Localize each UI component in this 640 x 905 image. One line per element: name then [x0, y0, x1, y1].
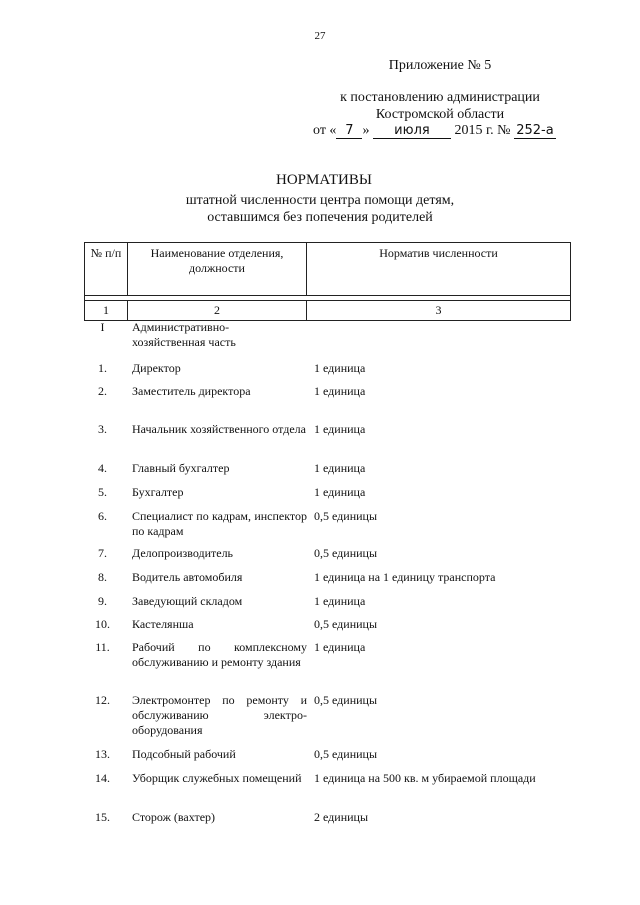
date-day: 7 [336, 123, 362, 139]
row-position: Заведующий складом [132, 594, 243, 608]
row-norm: 0,5 единицы [314, 747, 378, 761]
date-sep: » [362, 123, 370, 138]
row-norm: 1 единица на 500 кв. м убираемой площади [314, 771, 536, 785]
row-position: Подсобный рабочий [132, 747, 236, 761]
row-norm: 1 единица [314, 485, 366, 499]
header-num: № п/п [85, 243, 128, 296]
norms-table-header [84, 242, 571, 321]
row-position: Кастелянша [132, 617, 194, 631]
row-norm: 1 единица [314, 422, 366, 436]
row-position: Директор [132, 361, 181, 375]
appendix-heading: Приложение № 5 [388, 58, 492, 73]
row-position: Водитель автомобиля [132, 570, 243, 584]
header-norm: Норматив численности [307, 243, 571, 296]
col-number-3: 3 [307, 301, 571, 321]
row-number: 13. [95, 747, 110, 761]
section-name: Административно-хозяйственная часть [132, 320, 236, 349]
row-number: 14. [95, 771, 110, 785]
row-number: 5. [98, 485, 107, 499]
row-position: Заместитель директора [132, 384, 251, 398]
row-norm: 0,5 единицы [314, 546, 378, 560]
col-number-2: 2 [128, 301, 307, 321]
row-number: 15. [95, 810, 110, 824]
row-norm: 1 единица [314, 361, 366, 375]
decree-number: 252-а [514, 123, 556, 139]
row-norm: 1 единица на 1 единицу транспорта [314, 570, 496, 584]
row-number: 4. [98, 461, 107, 475]
row-norm: 0,5 единицы [314, 693, 378, 707]
row-number: 7. [98, 546, 107, 560]
row-position: Главный бухгалтер [132, 461, 230, 475]
header-name: Наименование отделения, должности [128, 243, 307, 296]
col-number-1: 1 [85, 301, 128, 321]
row-number: 12. [95, 693, 110, 707]
date-month: июля [373, 123, 451, 139]
date-year: 2015 г. № [454, 123, 511, 138]
row-norm: 1 единица [314, 594, 366, 608]
row-position: Сторож (вахтер) [132, 810, 216, 824]
row-number: 8. [98, 570, 107, 584]
row-norm: 0,5 единицы [314, 509, 378, 523]
row-number: 1. [98, 361, 107, 375]
row-position: Делопроизводитель [132, 546, 234, 560]
date-prefix: от « [313, 123, 337, 138]
row-position: Бухгалтер [132, 485, 184, 499]
row-position: Уборщик служебных помещений [132, 771, 302, 785]
row-number: 9. [98, 594, 107, 608]
row-number: 3. [98, 422, 107, 436]
page-number: 27 [314, 30, 326, 42]
row-number: 10. [95, 617, 110, 631]
document-subtitle-1: штатной численности центра помощи детям, [185, 193, 455, 208]
row-number: 6. [98, 509, 107, 523]
row-norm: 1 единица [314, 384, 366, 398]
row-position: Электромонтер по ремонту и обслуживанию электро-оборудования [132, 693, 307, 737]
row-number: 2. [98, 384, 107, 398]
decree-line-2: Костромской области [375, 107, 505, 122]
row-norm: 2 единицы [314, 810, 369, 824]
decree-line-1: к постановлению администрации [340, 90, 540, 105]
document-subtitle-2: оставшимся без попечения родителей [207, 210, 433, 225]
row-norm: 0,5 единицы [314, 617, 378, 631]
row-norm: 1 единица [314, 640, 366, 654]
row-position: Начальник хозяйственного отдела [132, 422, 306, 436]
row-norm: 1 единица [314, 461, 366, 475]
row-number: 11. [95, 640, 110, 654]
document-title: НОРМАТИВЫ [276, 172, 372, 188]
section-number: I [100, 320, 105, 334]
row-position: Специалист по кадрам, инспектор по кадрам [132, 509, 307, 538]
row-position: Рабочий по комплексному обслуживанию и ремонту здания [132, 640, 307, 669]
decree-date-line [313, 123, 556, 139]
